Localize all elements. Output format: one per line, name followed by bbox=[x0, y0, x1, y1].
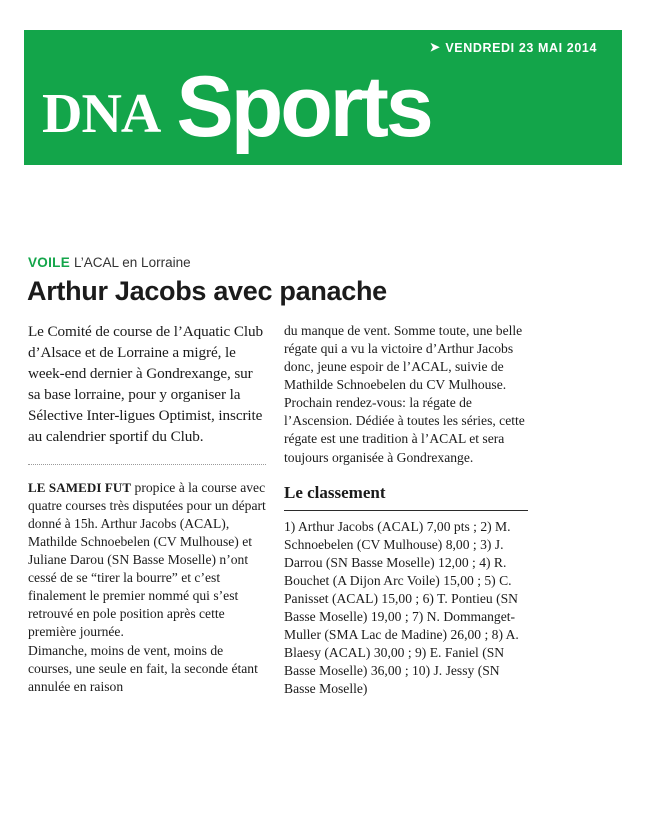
column-left bbox=[28, 322, 268, 696]
results-heading: Le classement bbox=[284, 482, 386, 502]
brand-logo bbox=[42, 59, 431, 155]
page-title: Arthur Jacobs avec panache bbox=[27, 276, 387, 306]
publication-date bbox=[430, 41, 597, 55]
divider-dotted bbox=[28, 464, 266, 465]
paragraph-1-text: propice à la course avec quatre courses très disputées pour un départ donné à 15h. Arthur Jacobs (ACAL), Mathilde Schnoebelen (CV Mulhouse) et Juliane Darou (SN Basse Moselle) n’ont cessé de se “tirer la bourre” et c’est finalement le premier nommé qui s’est retrouvé en pole position après cette première journée. bbox=[28, 479, 266, 640]
divider-rule bbox=[284, 510, 528, 511]
brand-sports-text: Sports bbox=[176, 59, 431, 155]
double-chevron-right-icon: ➤ bbox=[429, 40, 441, 54]
article-rubric: VOILE bbox=[28, 255, 71, 270]
masthead-banner bbox=[24, 30, 622, 165]
article-paragraph-1 bbox=[28, 479, 268, 642]
article-subtitle: L’ACAL en Lorraine bbox=[74, 255, 191, 270]
article-paragraph-2: Dimanche, moins de vent, moins de courses, une seule en fait, la seconde étant annulée en raison bbox=[28, 642, 258, 694]
article-lede: Le Comité de course de l’Aquatic Club d’Alsace et de Lorraine a migré, le week-end dernier à Gondrexange, sur sa base lorraine, pour y organiser la Sélective Inter-ligues Optimist, inscrite au calendrier sportif du Club. bbox=[28, 323, 264, 445]
paragraph-lead-in: LE SAMEDI FUT bbox=[28, 479, 132, 495]
results-list: 1) Arthur Jacobs (ACAL) 7,00 pts ; 2) M. Schnoebelen (CV Mulhouse) 8,00 ; 3) J. Darrou (SN Basse Moselle) 12,00 ; 4) R. Bouchet (A Dijon Arc Voile) 15,00 ; 5) C. Panisset (ACAL) 15,00 ; 6) T. Pontieu (SN Basse Moselle) 19,00 ; 7) N. Dommanget-Muller (SMA Lac de Madine) 26,00 ; 8) A. Blaesy (ACAL) 30,00 ; 9) E. Faniel (SN Basse Moselle) 36,00 ; 10) J. Jessy (SN Basse Moselle) bbox=[284, 518, 519, 697]
article-kicker bbox=[28, 255, 191, 271]
brand-dna-text: DNA bbox=[42, 83, 161, 145]
article-paragraph-3: du manque de vent. Somme toute, une belle régate qui a vu la victoire d’Arthur Jacobs donc, jeune espoir de l’ACAL, suivie de Mathilde Schnoebelen du CV Mulhouse. Prochain rendez-vous: la régate de l’Ascension. Dédiée à toutes les séries, cette régate est une tradition à l’ACAL et sera toujours organisée à Gondrexange. bbox=[284, 323, 525, 465]
column-right bbox=[284, 322, 528, 698]
publication-date-text: VENDREDI 23 MAI 2014 bbox=[445, 41, 597, 55]
